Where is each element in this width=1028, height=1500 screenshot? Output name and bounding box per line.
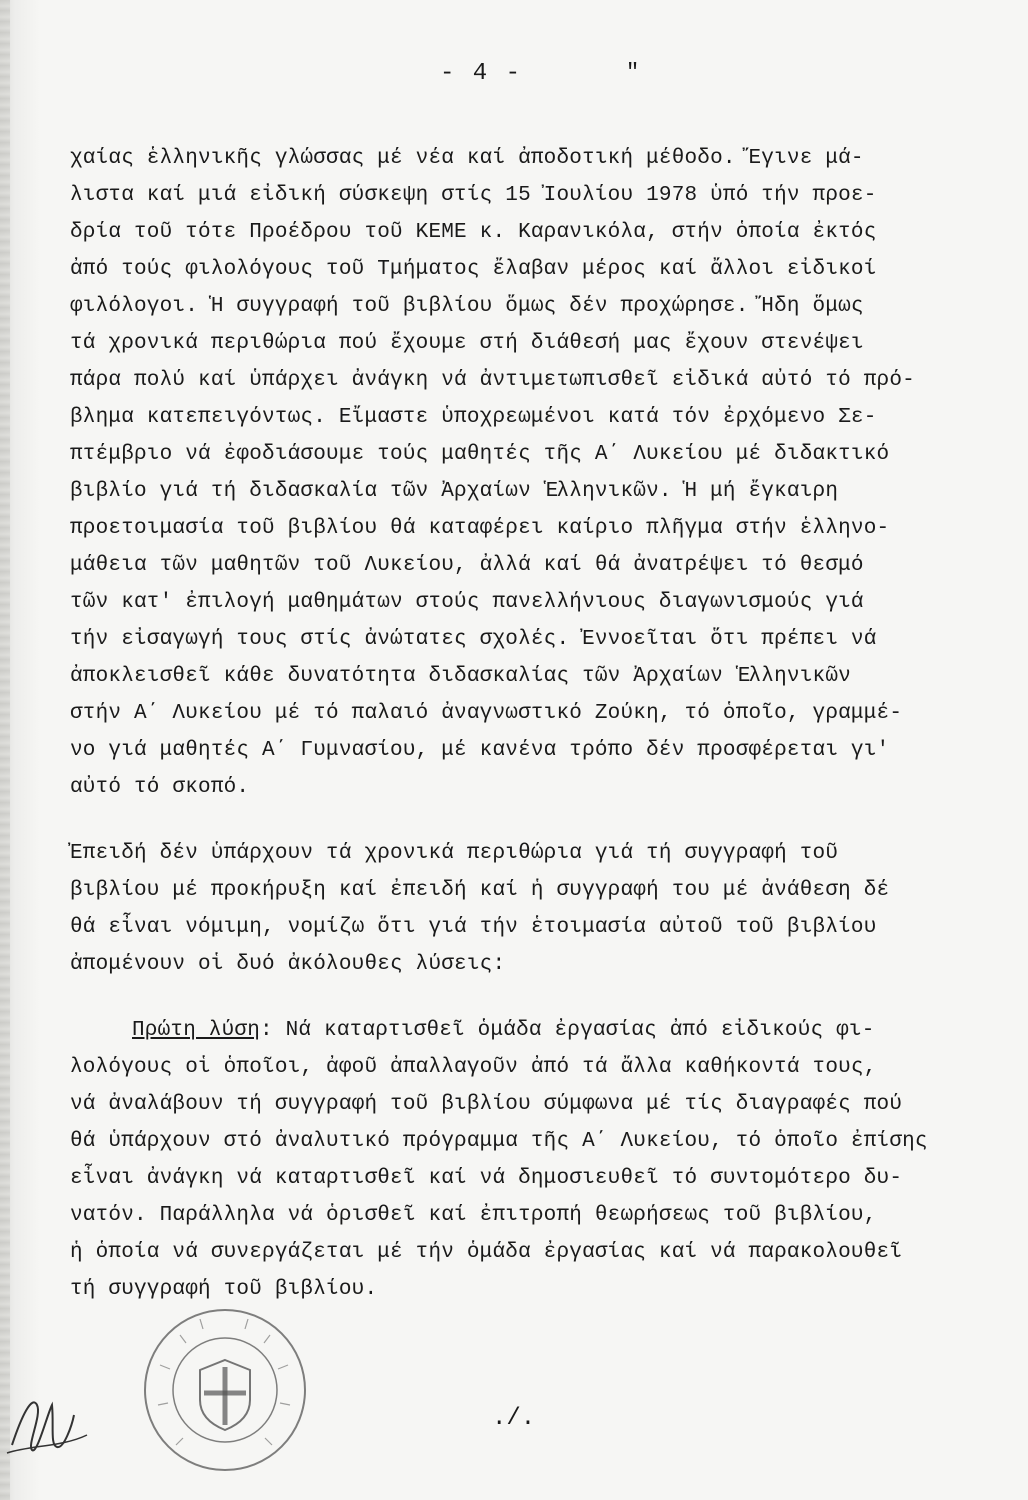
page-number: - 4 - — [440, 60, 523, 87]
page-binding-edge — [0, 0, 10, 1500]
text-line: θά ὑπάρχουν στό ἀναλυτικό πρόγραμμα τῆς Α΄ Λυκείου, τό ὁποῖο ἐπίσης — [70, 1130, 928, 1153]
text-line: φιλόλογοι. Ἡ συγγραφή τοῦ βιβλίου ὅμως δέν προχώρησε. Ἤδη ὅμως — [70, 295, 864, 318]
text-line: πάρα πολύ καί ὑπάρχει ἀνάγκη νά ἀντιμετωπισθεῖ εἰδικά αὐτό τό πρό- — [70, 369, 915, 392]
text-line: βιβλίου μέ προκήρυξη καί ἐπειδή καί ἡ συγγραφή του μέ ἀνάθεση δέ — [70, 879, 890, 902]
text-line: δρία τοῦ τότε Προέδρου τοῦ ΚΕΜΕ κ. Καρανικόλα, στήν ὁποία ἐκτός — [70, 221, 877, 244]
text-line: λολόγους οἱ ὁποῖοι, ἀφοῦ ἀπαλλαγοῦν ἀπό τά ἄλλα καθήκοντά τους, — [70, 1056, 877, 1079]
text-line: ἀποκλεισθεῖ κάθε δυνατότητα διδασκαλίας τῶν Ἀρχαίων Ἑλληνικῶν — [70, 665, 851, 688]
text-line: προετοιμασία τοῦ βιβλίου θά καταφέρει καίριο πλῆγμα στήν ἑλληνο- — [70, 517, 890, 540]
text-line: μάθεια τῶν μαθητῶν τοῦ Λυκείου, ἀλλά καί θά ἀνατρέψει τό θεσμό — [70, 554, 864, 577]
quote-mark: " — [626, 60, 640, 85]
text-line: χαίας ἑλληνικῆς γλώσσας μέ νέα καί ἀποδοτική μέθοδο. Ἔγινε μά- — [70, 147, 864, 170]
solution-first-line: : Νά καταρτισθεῖ ὁμάδα ἐργασίας ἀπό εἰδικούς φι- — [260, 1019, 875, 1042]
solution-line — [132, 1017, 972, 1045]
signature-icon — [2, 1375, 92, 1465]
text-line: λιστα καί μιά εἰδική σύσκεψη στίς 15 Ἰουλίου 1978 ὑπό τήν προε- — [70, 184, 877, 207]
text-line: θά εἶναι νόμιμη, νομίζω ὅτι γιά τήν ἑτοιμασία αὐτοῦ τοῦ βιβλίου — [70, 916, 877, 939]
text-line: τῶν κατ' ἐπιλογή μαθημάτων στούς πανελλήνιους διαγωνισμούς γιά — [70, 591, 864, 614]
text-line: αὐτό τό σκοπό. — [70, 776, 250, 799]
text-line: βλημα κατεπειγόντως. Εἴμαστε ὑποχρεωμένοι κατά τόν ἐρχόμενο Σε- — [70, 406, 877, 429]
official-stamp-icon — [140, 1305, 310, 1475]
text-line: ἀπομένουν οἱ δυό ἀκόλουθες λύσεις: — [70, 953, 506, 976]
text-line: τήν εἰσαγωγή τους στίς ἀνώτατες σχολές. Ἐννοεῖται ὅτι πρέπει νά — [70, 628, 877, 651]
text-line: τά χρονικά περιθώρια πού ἔχουμε στή διάθεσή μας ἔχουν στενέψει — [70, 332, 864, 355]
text-line: τή συγγραφή τοῦ βιβλίου. — [70, 1278, 378, 1301]
text-line: βιβλίο γιά τή διδασκαλία τῶν Ἀρχαίων Ἑλληνικῶν. Ἡ μή ἔγκαιρη — [70, 480, 839, 503]
text-line: ἀπό τούς φιλολόγους τοῦ Τμήματος ἔλαβαν μέρος καί ἄλλοι εἰδικοί — [70, 258, 877, 281]
text-line: εἶναι ἀνάγκη νά καταρτισθεῖ καί νά δημοσιευθεῖ τό συντομότερο δυ- — [70, 1167, 903, 1190]
text-line: νά ἀναλάβουν τή συγγραφή τοῦ βιβλίου σύμφωνα μέ τίς διαγραφές πού — [70, 1093, 903, 1116]
text-line: πτέμβριο νά ἐφοδιάσουμε τούς μαθητές τῆς Α΄ Λυκείου μέ διδακτικό — [70, 443, 890, 466]
continuation-mark: ./. — [492, 1405, 536, 1432]
text-line: νατόν. Παράλληλα νά ὁρισθεῖ καί ἐπιτροπή θεωρήσεως τοῦ βιβλίου, — [70, 1204, 877, 1227]
text-line: νο γιά μαθητές Α΄ Γυμνασίου, μέ κανένα τρόπο δέν προσφέρεται γι' — [70, 739, 890, 762]
text-line: στήν Α΄ Λυκείου μέ τό παλαιό ἀναγνωστικό Ζούκη, τό ὁποῖο, γραμμέ- — [70, 702, 903, 725]
text-line: Ἐπειδή δέν ὑπάρχουν τά χρονικά περιθώρια γιά τή συγγραφή τοῦ — [70, 842, 839, 865]
text-line: ἡ ὁποία νά συνεργάζεται μέ τήν ὁμάδα ἐργασίας καί νά παρακολουθεῖ — [70, 1241, 903, 1264]
solution-heading: Πρώτη λύση — [132, 1019, 261, 1042]
